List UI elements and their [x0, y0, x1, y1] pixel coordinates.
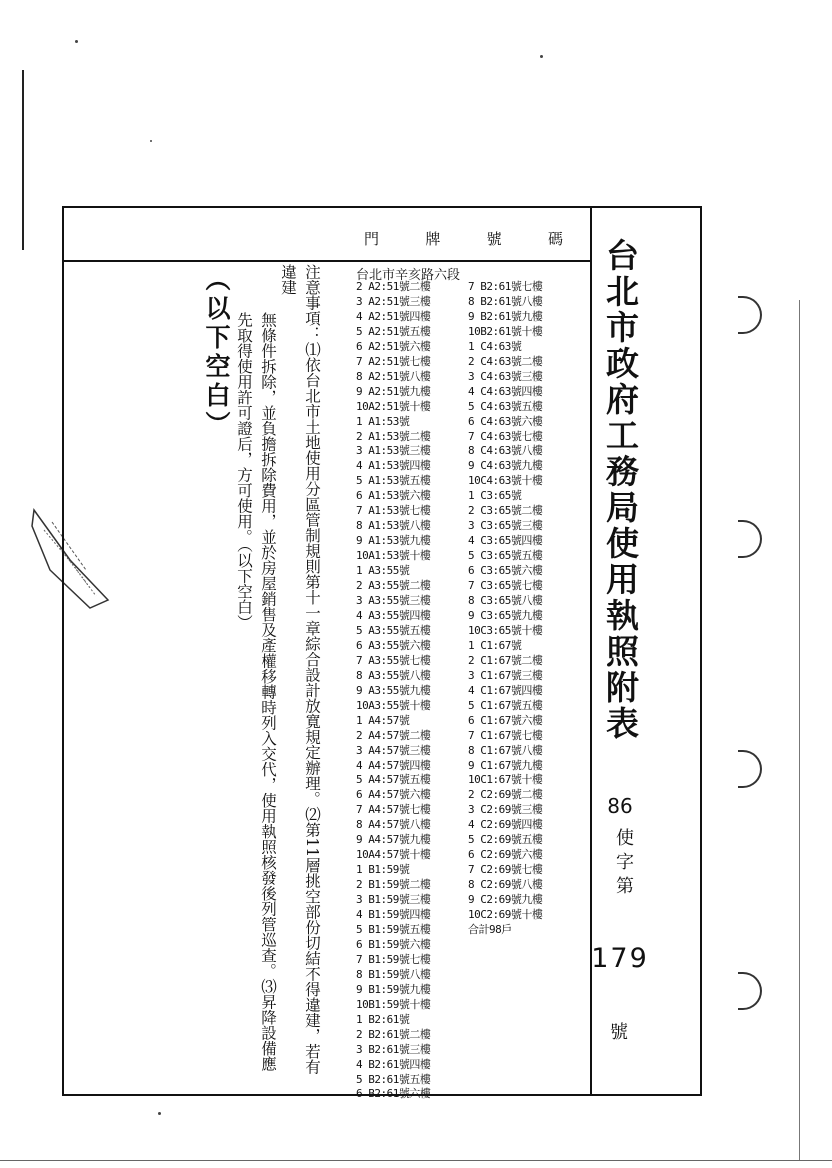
address-entry: 7 C4:63號七樓 [468, 429, 543, 443]
form-header-divider [64, 260, 590, 262]
address-entry: 7 A2:51號七樓 [356, 354, 431, 368]
address-entry: 合計98戶 [468, 922, 512, 936]
scan-edge-line [799, 300, 800, 1160]
address-entry: 5 A3:55號五樓 [356, 623, 431, 637]
address-entry: 4 B1:59號四樓 [356, 908, 431, 922]
address-entry: 9 A2:51號九樓 [356, 384, 431, 398]
address-entry: 2 C1:67號二樓 [468, 653, 543, 667]
address-entry: 10B1:59號十樓 [356, 997, 431, 1011]
address-entry: 8 A3:55號八樓 [356, 668, 431, 682]
address-entry: 3 C4:63號三樓 [468, 369, 543, 383]
punch-hole [738, 972, 762, 1010]
address-entry: 6 B2:61號六樓 [356, 1087, 431, 1101]
address-entry: 7 A4:57號七樓 [356, 803, 431, 817]
address-entry: 8 A2:51號八樓 [356, 369, 431, 383]
address-entry: 6 A1:53號六樓 [356, 489, 431, 503]
address-entry: 8 B1:59號八樓 [356, 967, 431, 981]
license-year: 86 [607, 794, 633, 818]
address-entry: 1 A1:53號 [356, 414, 410, 428]
address-entry: 7 B2:61號七樓 [468, 280, 543, 293]
form-title: 台北市政府工務局使用執照附表 [601, 238, 640, 742]
address-entry: 6 C2:69號六樓 [468, 848, 543, 862]
address-entry: 4 A1:53號四樓 [356, 459, 431, 473]
address-entry: 1 A4:57號 [356, 713, 410, 727]
address-entry: 9 A3:55號九樓 [356, 683, 431, 697]
address-entry: 8 C3:65號八樓 [468, 594, 543, 608]
address-entry: 3 B2:61號三樓 [356, 1042, 431, 1056]
license-word: 使字第 [613, 828, 634, 900]
address-entry: 5 C2:69號五樓 [468, 833, 543, 847]
address-entry: 4 A2:51號四樓 [356, 309, 431, 323]
address-entry: 1 B2:61號 [356, 1012, 410, 1026]
address-entry: 5 A1:53號五樓 [356, 474, 431, 488]
address-entry: 1 B1:59號 [356, 863, 410, 877]
address-entry: 5 C1:67號五樓 [468, 698, 543, 712]
address-entry: 6 A3:55號六樓 [356, 638, 431, 652]
column-header-char: 碼 [547, 230, 564, 248]
scan-speck [158, 1112, 161, 1115]
address-entry: 2 C4:63號二樓 [468, 354, 543, 368]
punch-hole [738, 750, 762, 788]
address-entry: 2 C2:69號二樓 [468, 788, 543, 802]
address-entry: 9 C3:65號九樓 [468, 608, 543, 622]
address-entry: 3 A1:53號三樓 [356, 444, 431, 458]
address-entry: 1 A3:55號 [356, 564, 410, 578]
address-entry: 8 C4:63號八樓 [468, 444, 543, 458]
address-entry: 8 C1:67號八樓 [468, 743, 543, 757]
address-entry: 8 C2:69號八樓 [468, 878, 543, 892]
address-entry: 10C2:69號十樓 [468, 908, 543, 922]
address-entry: 9 A4:57號九樓 [356, 833, 431, 847]
address-entry: 10A2:51號十樓 [356, 399, 431, 413]
address-entry: 6 C1:67號六樓 [468, 713, 543, 727]
license-suffix: 號 [610, 1022, 628, 1043]
address-entry: 9 B1:59號九樓 [356, 982, 431, 996]
license-number: 179 [591, 943, 649, 974]
address-entry: 5 A2:51號五樓 [356, 324, 431, 338]
address-entry: 7 B1:59號七樓 [356, 952, 431, 966]
address-entry: 9 C2:69號九樓 [468, 893, 543, 907]
address-entry: 10A1:53號十樓 [356, 549, 431, 563]
address-entry: 4 C1:67號四樓 [468, 683, 543, 697]
address-entry: 3 A3:55號三樓 [356, 594, 431, 608]
address-entry: 3 A4:57號三樓 [356, 743, 431, 757]
column-header-door-number [364, 228, 564, 249]
scan-speck [150, 140, 152, 142]
address-entry: 4 A4:57號四樓 [356, 758, 431, 772]
address-entry: 4 A3:55號四樓 [356, 608, 431, 622]
scan-edge-line [22, 70, 24, 250]
address-entry: 3 B1:59號三樓 [356, 893, 431, 907]
address-entry: 5 A4:57號五樓 [356, 773, 431, 787]
address-entry: 5 C4:63號五樓 [468, 399, 543, 413]
address-entry: 4 B2:61號四樓 [356, 1057, 431, 1071]
address-entry: 10A4:57號十樓 [356, 848, 431, 862]
address-entry: 4 C4:63號四樓 [468, 384, 543, 398]
blank-below-mark: （以下空白） [202, 266, 231, 440]
address-entry: 10C4:63號十樓 [468, 474, 543, 488]
punch-hole [738, 520, 762, 558]
street-name: 台北市辛亥路六段 [356, 268, 461, 283]
address-entry: 7 C3:65號七樓 [468, 579, 543, 593]
address-entry: 6 C3:65號六樓 [468, 564, 543, 578]
column-header-char: 牌 [425, 230, 442, 248]
address-entry: 8 A1:53號八樓 [356, 519, 431, 533]
address-entry: 2 A3:55號二樓 [356, 579, 431, 593]
notes-line-3: 先取得使用許可證后，方可使用。（以下空白） [235, 312, 253, 630]
address-entry: 2 B2:61號二樓 [356, 1027, 431, 1041]
address-entry: 8 B2:61號八樓 [468, 294, 543, 308]
address-entry: 8 A4:57號八樓 [356, 818, 431, 832]
address-entry: 6 C4:63號六樓 [468, 414, 543, 428]
notes-line-2: 無條件拆除，並負擔拆除費用，並於房屋銷售及產權移轉時列入交代，使用執照核發後列管巡查。⑶昇降設備應 [259, 312, 277, 1072]
address-entry: 9 A1:53號九樓 [356, 534, 431, 548]
address-entry: 5 B2:61號五樓 [356, 1072, 431, 1086]
address-entry: 1 C3:65號 [468, 489, 522, 503]
scan-speck [75, 40, 78, 43]
address-entry: 5 B1:59號五樓 [356, 922, 431, 936]
address-entry: 7 A3:55號七樓 [356, 653, 431, 667]
address-entry: 7 C2:69號七樓 [468, 863, 543, 877]
address-entry: 1 C4:63號 [468, 339, 522, 353]
address-entry: 3 C1:67號三樓 [468, 668, 543, 682]
address-entry: 5 C3:65號五樓 [468, 549, 543, 563]
address-entry: 7 A1:53號七樓 [356, 504, 431, 518]
address-entry: 4 C2:69號四樓 [468, 818, 543, 832]
column-header-char: 門 [364, 230, 381, 248]
address-entry: 6 A2:51號六樓 [356, 339, 431, 353]
address-entry: 10A3:55號十樓 [356, 698, 431, 712]
address-entry: 3 C2:69號三樓 [468, 803, 543, 817]
address-entry: 6 B1:59號六樓 [356, 937, 431, 951]
address-entry: 10C1:67號十樓 [468, 773, 543, 787]
address-entry: 3 C3:65號三樓 [468, 519, 543, 533]
address-entry: 2 A1:53號二樓 [356, 429, 431, 443]
address-entry: 10C3:65號十樓 [468, 623, 543, 637]
address-entry: 7 C1:67號七樓 [468, 728, 543, 742]
address-column-2 [468, 280, 542, 938]
column-header-char: 號 [486, 230, 503, 248]
address-entry: 10B2:61號十樓 [468, 324, 543, 338]
address-entry: 2 C3:65號二樓 [468, 504, 543, 518]
address-entry: 1 C1:67號 [468, 638, 522, 652]
address-entry: 9 C1:67號九樓 [468, 758, 543, 772]
address-column-1 [356, 280, 430, 1102]
address-entry: 4 C3:65號四樓 [468, 534, 543, 548]
address-entry: 2 B1:59號二樓 [356, 878, 431, 892]
address-entry: 9 B2:61號九樓 [468, 309, 543, 323]
license-attachment-form [62, 206, 702, 1101]
address-entry: 9 C4:63號九樓 [468, 459, 543, 473]
address-entry: 6 A4:57號六樓 [356, 788, 431, 802]
scan-speck [540, 55, 543, 58]
address-entry: 3 A2:51號三樓 [356, 294, 431, 308]
address-entry: 2 A4:57號二樓 [356, 728, 431, 742]
scan-edge-line [0, 1160, 832, 1161]
notes-line-1: 注意事項：⑴依台北市土地使用分區管制規則第十一章綜合設計放寬規定辦理。⑵第11層挑空部份切結不得違建，若有違建 [279, 264, 321, 1075]
punch-hole [738, 296, 762, 334]
address-entry: 2 A2:51號二樓 [356, 280, 431, 293]
